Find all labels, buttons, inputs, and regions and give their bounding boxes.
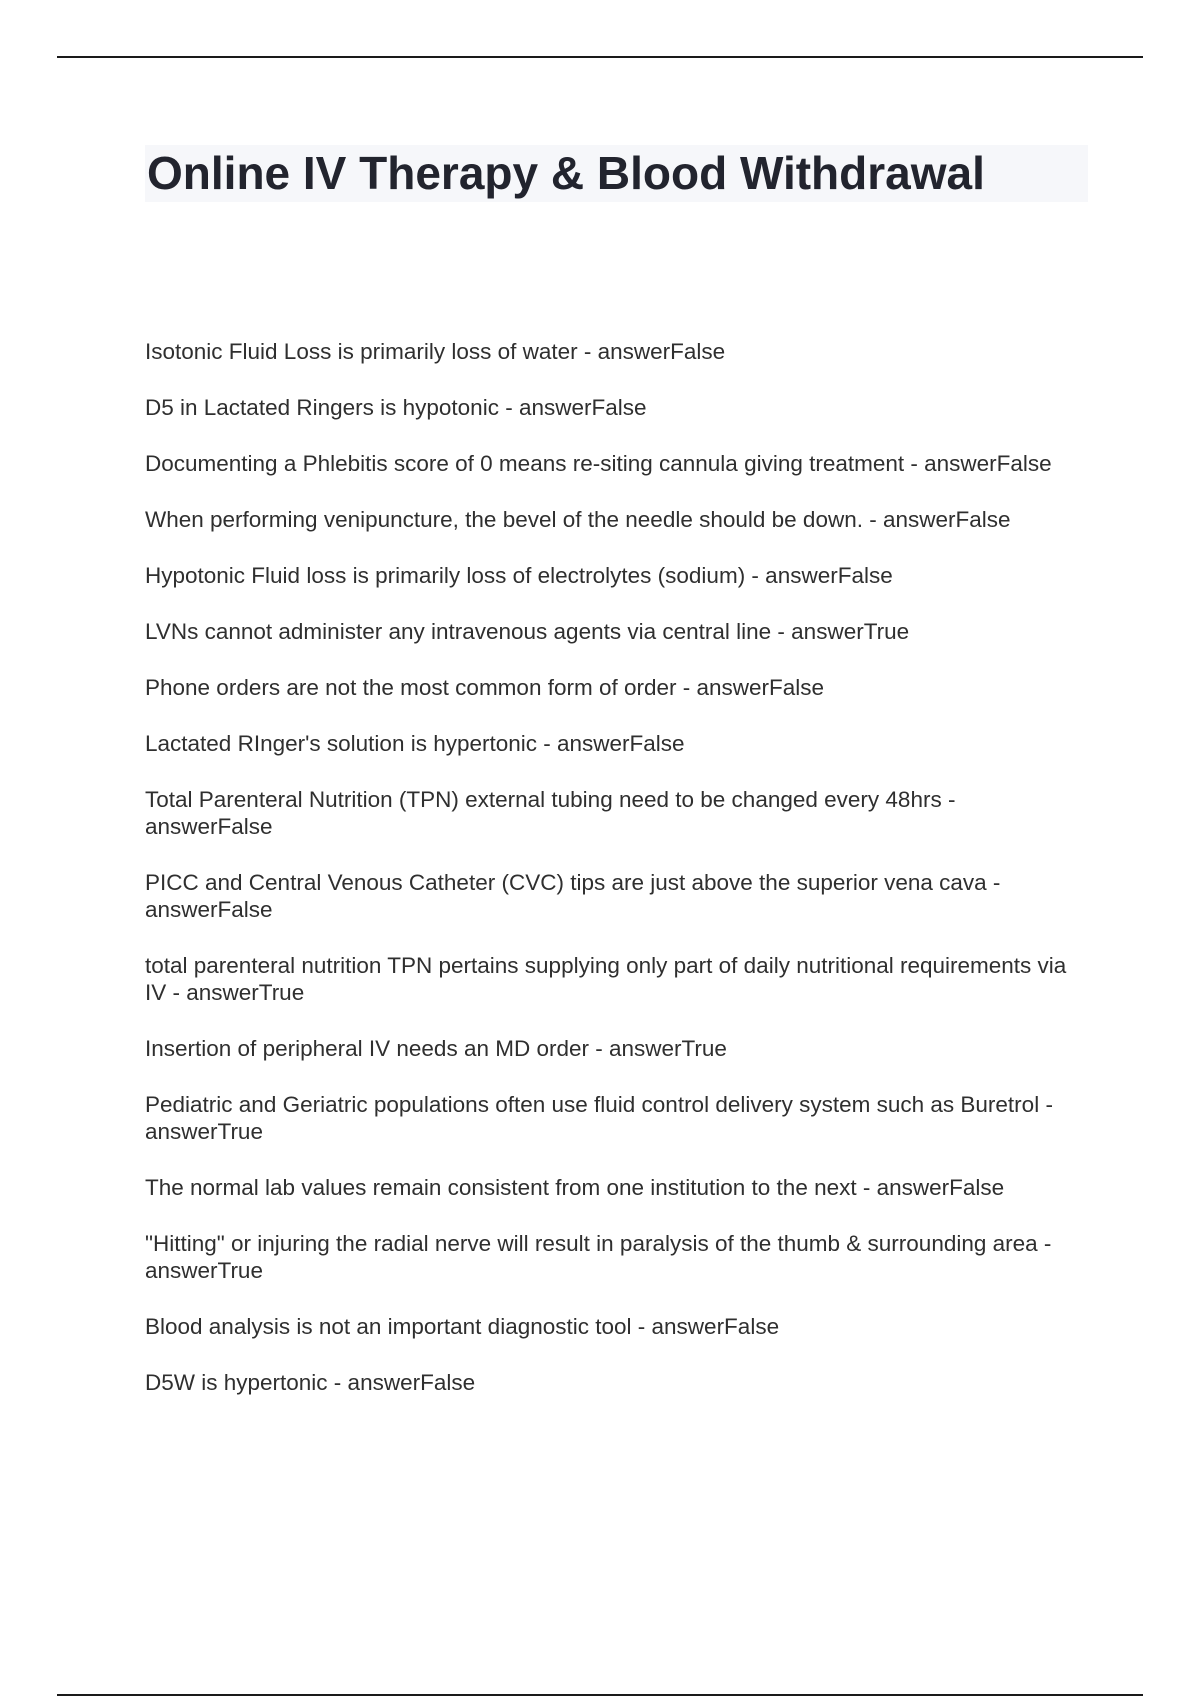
qa-item: Isotonic Fluid Loss is primarily loss of water - answerFalse [145, 339, 726, 364]
qa-item: D5 in Lactated Ringers is hypotonic - answerFalse [145, 395, 647, 420]
qa-item: Hypotonic Fluid loss is primarily loss of electrolytes (sodium) - answerFalse [145, 563, 893, 588]
qa-list [145, 338, 1085, 1425]
qa-item: Pediatric and Geriatric populations often use fluid control delivery system such as Buretrol - answerTrue [145, 1092, 1053, 1144]
qa-item: LVNs cannot administer any intravenous agents via central line - answerTrue [145, 619, 910, 644]
page-title: Online IV Therapy & Blood Withdrawal [147, 147, 985, 199]
qa-item: When performing venipuncture, the bevel of the needle should be down. - answerFalse [145, 507, 1011, 532]
qa-item: Phone orders are not the most common form of order - answerFalse [145, 675, 825, 700]
qa-item: The normal lab values remain consistent from one institution to the next - answerFalse [145, 1175, 1005, 1200]
qa-item: Total Parenteral Nutrition (TPN) external tubing need to be changed every 48hrs - answerFalse [145, 787, 956, 839]
title-banner [145, 145, 1088, 202]
qa-item: total parenteral nutrition TPN pertains supplying only part of daily nutritional requirements via IV - answerTrue [145, 953, 1067, 1005]
qa-item: Blood analysis is not an important diagnostic tool - answerFalse [145, 1314, 780, 1339]
qa-item: PICC and Central Venous Catheter (CVC) tips are just above the superior vena cava - answerFalse [145, 870, 1001, 922]
qa-item: Insertion of peripheral IV needs an MD order - answerTrue [145, 1036, 727, 1061]
qa-item: "Hitting" or injuring the radial nerve will result in paralysis of the thumb & surrounding area - answerTrue [145, 1231, 1052, 1283]
qa-item: Lactated RInger's solution is hypertonic - answerFalse [145, 731, 685, 756]
bottom-rule [57, 1694, 1143, 1696]
qa-item: D5W is hypertonic - answerFalse [145, 1370, 476, 1395]
top-rule [57, 56, 1143, 58]
qa-item: Documenting a Phlebitis score of 0 means re-siting cannula giving treatment - answerFalse [145, 451, 1052, 476]
